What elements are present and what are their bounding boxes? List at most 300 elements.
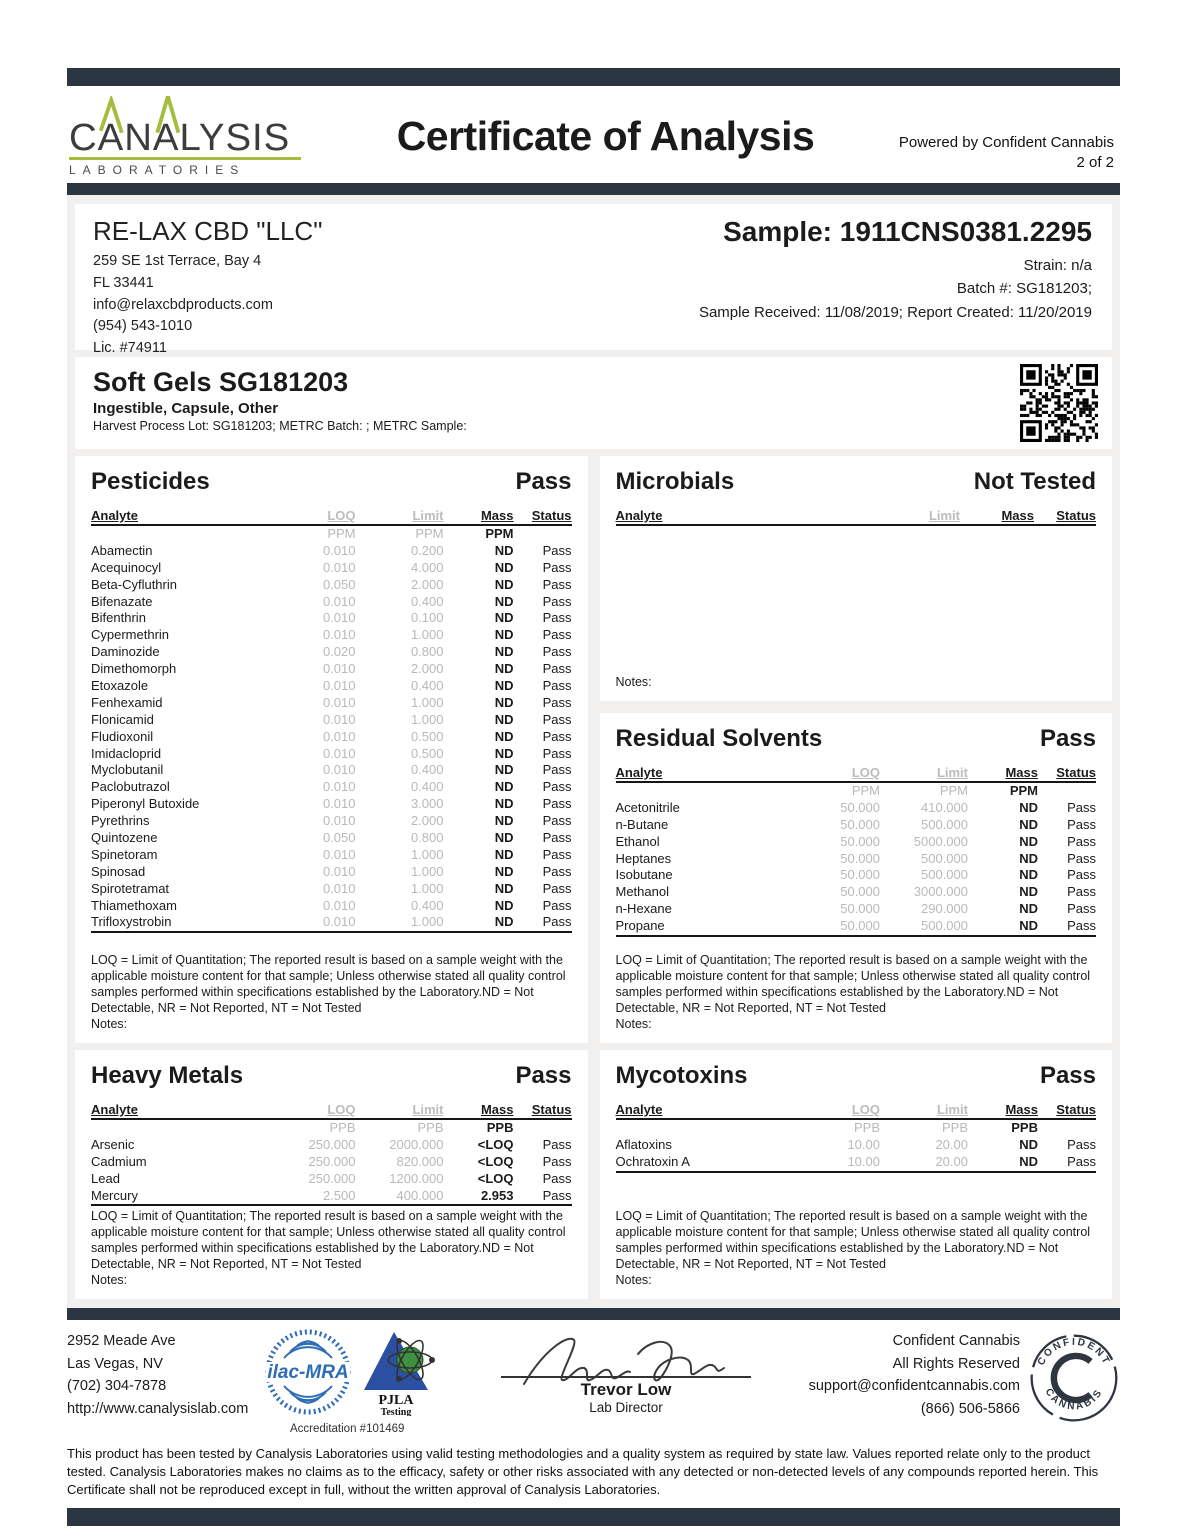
table-cell — [91, 526, 280, 543]
table-cell: ND — [1019, 918, 1038, 934]
table-cell: ND — [494, 559, 514, 575]
column-header: Analyte — [91, 1102, 138, 1117]
table-cell: <LOQ — [477, 1136, 514, 1152]
cc-logo-top-text: CONFIDENT — [1035, 1337, 1113, 1368]
ilac-mra-icon — [262, 1328, 354, 1416]
table-cell: 2.500 — [322, 1187, 356, 1203]
table-row — [616, 817, 1097, 834]
table-row — [91, 830, 572, 847]
table-row — [91, 864, 572, 881]
table-cell: 500.000 — [921, 850, 968, 866]
table-cell: PPM — [485, 526, 514, 541]
table-cell — [514, 1120, 572, 1137]
lab-address-line: Las Vegas, NV — [67, 1355, 163, 1372]
table-cell: Pass — [542, 644, 572, 660]
table-cell: 0.020 — [322, 644, 356, 660]
table-cell: Myclobutanil — [91, 762, 164, 778]
table-cell: 0.010 — [322, 711, 356, 727]
table-cell: 2000.000 — [389, 1136, 444, 1152]
pjla-sub-label: Testing — [380, 1407, 412, 1417]
table-cell: 50.000 — [840, 918, 880, 934]
table-cell: ND — [494, 728, 514, 744]
table-cell: 1.000 — [410, 627, 444, 643]
loq-footnote: LOQ = Limit of Quantitation; The reported result is based on a sample weight with the applicable moisture content for that sample; Unless otherwise stated all quality control samples performed within specifications established by the Laboratory.ND = Not Detectable, NR = Not Reported, NT = Not Tested — [615, 953, 1091, 1015]
table-cell: 10.00 — [847, 1153, 880, 1169]
column-header: Mass — [1005, 1102, 1038, 1117]
table-cell: Pass — [542, 610, 572, 626]
sample-batch: Batch #: SG181203; — [956, 280, 1092, 298]
table-cell: 250.000 — [308, 1170, 356, 1186]
table-row — [616, 800, 1097, 817]
table-cell: ND — [494, 610, 514, 626]
table-cell: ND — [494, 593, 514, 609]
table-cell: PPB — [486, 1120, 514, 1135]
table-cell: Cadmium — [91, 1153, 147, 1169]
table-cell: 250.000 — [308, 1153, 356, 1169]
table-cell: 0.010 — [322, 813, 356, 829]
table-cell: 50.000 — [840, 833, 880, 849]
table-row — [91, 543, 572, 560]
lab-website: http://www.canalysislab.com — [67, 1400, 249, 1417]
status-badge: Not Tested — [973, 468, 1096, 495]
table-cell: 290.000 — [921, 901, 968, 917]
column-header: LOQ — [327, 508, 356, 523]
table-cell: 0.010 — [322, 661, 356, 677]
report-body — [67, 195, 1120, 1308]
client-license: Lic. #74911 — [93, 340, 167, 356]
table-row — [91, 1154, 572, 1171]
cc-rights: All Rights Reserved — [892, 1355, 1020, 1372]
column-header: Limit — [928, 508, 960, 523]
table-cell: 50.000 — [840, 816, 880, 832]
cc-logo-bottom-text: CANNABIS — [1042, 1387, 1106, 1413]
table-row — [91, 1171, 572, 1188]
table-row — [91, 644, 572, 661]
cc-company: Confident Cannabis — [892, 1333, 1020, 1350]
table-cell: n-Butane — [615, 816, 669, 832]
accreditation-logos — [262, 1328, 477, 1435]
table-cell: ND — [494, 678, 514, 694]
notes-label: Notes: — [615, 1273, 652, 1288]
sample-strain: Strain: n/a — [1023, 257, 1092, 274]
units-row — [616, 783, 1097, 800]
table-row — [616, 851, 1097, 868]
sample-dates: Sample Received: 11/08/2019; Report Created: 11/20/2019 — [698, 303, 1092, 321]
product-subtitle: Ingestible, Capsule, Other — [93, 400, 279, 417]
table-row — [616, 901, 1097, 918]
table-cell: PPM — [327, 526, 356, 541]
table-cell: Beta-Cyfluthrin — [91, 576, 177, 592]
client-name: RE-LAX CBD "LLC" — [93, 216, 323, 246]
table-cell: Pyrethrins — [91, 813, 150, 829]
table-cell: Dimethomorph — [91, 661, 177, 677]
notes-label: Notes: — [615, 675, 652, 689]
table-cell: 0.010 — [322, 593, 356, 609]
client-email: info@relaxcbdproducts.com — [93, 296, 273, 313]
table-cell: PPB — [417, 1120, 444, 1135]
table-cell: PPB — [329, 1120, 356, 1135]
table-cell: 0.010 — [322, 779, 356, 795]
table-cell: ND — [494, 644, 514, 660]
table-cell: 50.000 — [840, 867, 880, 883]
units-row — [91, 1120, 572, 1137]
column-header: Limit — [412, 508, 444, 523]
right-column — [600, 456, 1113, 1043]
table-cell: Pass — [542, 694, 572, 710]
table-cell: 50.000 — [840, 884, 880, 900]
accreditation-number: Accreditation #101469 — [290, 1423, 405, 1436]
table-cell: 1.000 — [410, 694, 444, 710]
table-cell: Imidacloprid — [91, 745, 162, 761]
table-cell: 0.400 — [410, 779, 444, 795]
table-header — [616, 765, 1097, 783]
column-header: Analyte — [615, 1102, 663, 1117]
table-row — [91, 796, 572, 813]
table-cell: Pass — [542, 762, 572, 778]
status-badge: Pass — [1039, 1062, 1096, 1089]
table-cell: 10.00 — [847, 1136, 880, 1152]
document-header — [67, 86, 1120, 183]
table-cell: PPM — [851, 783, 880, 798]
client-address-line: 259 SE 1st Terrace, Bay 4 — [93, 253, 262, 269]
table-cell: 2.953 — [480, 1187, 514, 1203]
table-cell: ND — [494, 576, 514, 592]
table-cell: Abamectin — [91, 542, 153, 558]
table-cell: Spinetoram — [91, 846, 158, 862]
table-cell: ND — [1019, 867, 1038, 883]
ilac-mra-label: ilac-MRA — [267, 1362, 349, 1384]
table-cell: 2.000 — [410, 661, 444, 677]
results-row-1 — [75, 456, 1112, 1043]
page-title: Certificate of Analysis — [396, 113, 815, 159]
table-cell: 410.000 — [921, 799, 968, 815]
confident-cannabis-contact — [775, 1328, 1020, 1420]
client-phone: (954) 543-1010 — [93, 318, 193, 335]
table-cell: Pass — [542, 1153, 572, 1169]
table-cell: 50.000 — [840, 850, 880, 866]
table-cell: Paclobutrazol — [91, 779, 170, 795]
table-cell: Spinosad — [91, 863, 146, 879]
table-cell: Pass — [542, 661, 572, 677]
table-cell: Pass — [542, 711, 572, 727]
table-cell: Trifloxystrobin — [91, 914, 172, 930]
table-cell: Pass — [542, 559, 572, 575]
loq-footnote: LOQ = Limit of Quantitation; The reported result is based on a sample weight with the applicable moisture content for that sample; Unless otherwise stated all quality control samples performed within specifications established by the Laboratory.ND = Not Detectable, NR = Not Reported, NT = Not Tested — [91, 953, 566, 1015]
table-cell: 0.010 — [322, 863, 356, 879]
table-cell: Thiamethoxam — [91, 897, 177, 913]
column-header: Limit — [412, 1102, 444, 1117]
table-row — [91, 560, 572, 577]
table-cell: Aflatoxins — [615, 1136, 672, 1152]
table-cell: Methanol — [615, 884, 669, 900]
table-cell: 5000.000 — [913, 833, 968, 849]
column-header: Status — [1056, 1102, 1096, 1117]
table-cell: ND — [1019, 1153, 1038, 1169]
table-cell: Pass — [542, 627, 572, 643]
table-row — [91, 779, 572, 796]
table-body — [91, 1137, 572, 1207]
table-body — [616, 800, 1097, 937]
table-cell: ND — [494, 762, 514, 778]
table-cell: Bifenazate — [91, 593, 153, 609]
units-row — [616, 1120, 1097, 1137]
signature-block — [477, 1328, 775, 1415]
microbials-section — [600, 456, 1113, 701]
table-cell: ND — [494, 779, 514, 795]
table-cell: 20.00 — [935, 1136, 968, 1152]
table-cell: Pass — [1067, 1153, 1096, 1169]
table-row — [91, 577, 572, 594]
table-cell: ND — [494, 711, 514, 727]
pjla-label: PJLA — [378, 1393, 414, 1409]
table-cell: Pass — [542, 1170, 572, 1186]
table-cell: 0.010 — [322, 559, 356, 575]
table-cell: 0.500 — [410, 745, 444, 761]
svg-text:CANALYSIS: CANALYSIS — [69, 116, 291, 156]
confident-cannabis-icon — [1028, 1332, 1120, 1424]
confident-cannabis-logo — [1020, 1328, 1120, 1424]
product-title: Soft Gels SG181203 — [93, 367, 349, 397]
table-row — [91, 729, 572, 746]
table-cell: Pass — [542, 678, 572, 694]
table-cell: Pass — [542, 846, 572, 862]
table-cell: 4.000 — [410, 559, 444, 575]
results-row-2 — [75, 1050, 1112, 1299]
table-cell: ND — [1019, 901, 1038, 917]
table-cell: Pass — [542, 576, 572, 592]
table-cell: 400.000 — [396, 1187, 444, 1203]
table-cell: Pass — [1067, 918, 1096, 934]
table-cell: 0.010 — [322, 796, 356, 812]
table-cell: 0.400 — [410, 678, 444, 694]
client-block — [93, 216, 323, 356]
qr-code-icon — [1020, 364, 1098, 442]
table-cell: Flonicamid — [91, 711, 154, 727]
table-cell: 0.010 — [322, 897, 356, 913]
table-cell: Pass — [542, 1136, 572, 1152]
table-cell: ND — [1019, 799, 1038, 815]
table-cell: 20.00 — [935, 1153, 968, 1169]
table-cell: ND — [1019, 884, 1038, 900]
table-row — [91, 594, 572, 611]
table-cell: Propane — [615, 918, 665, 934]
column-header: Status — [531, 1102, 572, 1117]
table-row — [91, 1188, 572, 1205]
table-cell: ND — [1019, 1136, 1038, 1152]
canalysis-logo — [69, 96, 319, 177]
column-header: Status — [1056, 508, 1096, 523]
table-cell: 0.010 — [322, 610, 356, 626]
table-cell: 0.010 — [322, 914, 356, 930]
table-cell: 0.050 — [322, 576, 356, 592]
table-cell: 500.000 — [921, 867, 968, 883]
table-cell: ND — [494, 880, 514, 896]
table-cell: Pass — [1067, 884, 1096, 900]
table-cell: Pass — [1067, 799, 1096, 815]
table-cell: 2.000 — [410, 813, 444, 829]
notes-label: Notes: — [91, 1017, 128, 1031]
signature-line — [501, 1376, 751, 1378]
table-cell: Pass — [542, 813, 572, 829]
table-cell: ND — [1019, 850, 1038, 866]
mycotoxins-section — [600, 1050, 1113, 1299]
table-cell: 1.000 — [410, 846, 444, 862]
top-divider-bar — [67, 68, 1120, 86]
table-cell: 0.010 — [322, 745, 356, 761]
table-cell: 1.000 — [410, 914, 444, 930]
pesticides-section — [75, 456, 588, 1043]
table-cell: 0.200 — [410, 542, 444, 558]
column-header: LOQ — [851, 765, 880, 780]
loq-footnote: LOQ = Limit of Quantitation; The reported result is based on a sample weight with the applicable moisture content for that sample; Unless otherwise stated all quality control samples performed within specifications established by the Laboratory.ND = Not Detectable, NR = Not Reported, NT = Not Tested — [91, 1209, 566, 1272]
table-cell — [616, 783, 805, 800]
table-cell: 0.010 — [322, 846, 356, 862]
table-cell: Pass — [542, 728, 572, 744]
table-cell: 500.000 — [921, 918, 968, 934]
table-row — [616, 834, 1097, 851]
table-cell: 0.010 — [322, 627, 356, 643]
table-cell — [1038, 1120, 1096, 1137]
table-cell: 0.500 — [410, 728, 444, 744]
table-header — [91, 508, 572, 526]
table-cell: ND — [494, 661, 514, 677]
table-cell: Cypermethrin — [91, 627, 170, 643]
product-card — [75, 357, 1112, 449]
footer — [67, 1320, 1120, 1435]
canalysis-logo-icon — [69, 96, 309, 156]
table-cell: Pass — [542, 830, 572, 846]
table-cell: Etoxazole — [91, 678, 149, 694]
status-badge: Pass — [515, 1062, 572, 1089]
table-cell: Pass — [542, 914, 572, 930]
table-cell: Pass — [542, 593, 572, 609]
table-header — [91, 1102, 572, 1120]
column-header: Status — [531, 508, 572, 523]
table-cell: ND — [494, 813, 514, 829]
table-cell: Pass — [542, 796, 572, 812]
table-cell: Pass — [542, 1187, 572, 1203]
table-cell: PPB — [1011, 1120, 1038, 1135]
table-row — [91, 813, 572, 830]
table-cell: ND — [494, 830, 514, 846]
lab-address-block — [67, 1328, 262, 1420]
table-cell: <LOQ — [477, 1170, 514, 1186]
table-header — [616, 508, 1097, 526]
table-cell — [514, 526, 572, 543]
table-cell — [616, 1120, 805, 1137]
table-cell: Quintozene — [91, 830, 158, 846]
column-header: Mass — [1001, 508, 1034, 523]
table-cell: Fludioxonil — [91, 728, 154, 744]
table-row — [91, 1120, 572, 1137]
table-row — [616, 884, 1097, 901]
table-cell: 50.000 — [840, 799, 880, 815]
table-cell: n-Hexane — [615, 901, 672, 917]
table-cell: Pass — [542, 542, 572, 558]
table-cell: Pass — [1067, 1136, 1096, 1152]
logo-subtitle: LABORATORIES — [69, 157, 301, 177]
table-cell: 0.010 — [322, 728, 356, 744]
table-cell: ND — [494, 745, 514, 761]
legal-disclaimer: This product has been tested by Canalysis Laboratories using valid testing methodologies and a quality system as required by state law. Values reported relate only to the product tested. Canalysis Laboratories makes no claims as to the efficacy, safety or other risks associated with any detected or non-detected levels of any compounds reported herein. This Certificate shall not be reproduced except in full, without the written approval of Canalysis Laboratories. — [67, 1446, 1099, 1497]
table-cell: Mercury — [91, 1187, 138, 1203]
signer-name: Trevor Low — [580, 1380, 672, 1400]
column-header: Mass — [480, 1102, 514, 1117]
table-row — [91, 746, 572, 763]
table-row — [91, 898, 572, 915]
table-cell: 0.050 — [322, 830, 356, 846]
table-cell: ND — [494, 796, 514, 812]
column-header: LOQ — [327, 1102, 356, 1117]
table-cell — [91, 1120, 280, 1137]
table-row — [91, 678, 572, 695]
table-cell: 3000.000 — [913, 884, 968, 900]
table-cell: ND — [494, 627, 514, 643]
table-row — [91, 914, 572, 931]
cc-email: support@confidentcannabis.com — [808, 1378, 1020, 1395]
footer-divider-bar — [67, 1308, 1120, 1320]
table-cell: 0.400 — [410, 593, 444, 609]
column-header: Status — [1056, 765, 1096, 780]
table-cell: 820.000 — [396, 1153, 444, 1169]
table-row — [91, 610, 572, 627]
table-cell: ND — [494, 914, 514, 930]
table-cell: ND — [494, 863, 514, 879]
table-cell: Pass — [542, 897, 572, 913]
table-cell: 0.400 — [410, 897, 444, 913]
units-row — [91, 526, 572, 543]
table-cell: 0.800 — [410, 644, 444, 660]
section-title: Pesticides — [91, 468, 210, 495]
table-cell: PPB — [941, 1120, 968, 1135]
table-cell: PPM — [1009, 783, 1038, 798]
table-cell: ND — [494, 897, 514, 913]
table-cell: 0.010 — [322, 880, 356, 896]
table-cell: Pass — [542, 745, 572, 761]
table-cell: <LOQ — [477, 1153, 514, 1169]
residual-solvents-section — [600, 713, 1113, 1043]
table-cell: 500.000 — [921, 816, 968, 832]
table-cell: PPB — [853, 1120, 880, 1135]
product-meta: Harvest Process Lot: SG181203; METRC Batch: ; METRC Sample: — [93, 419, 467, 433]
status-badge: Pass — [515, 468, 572, 495]
column-header: Mass — [1005, 765, 1038, 780]
sample-id: Sample: 1911CNS0381.2295 — [723, 216, 1092, 247]
table-cell: 1.000 — [410, 863, 444, 879]
table-cell: Pass — [1067, 833, 1096, 849]
table-cell: ND — [494, 694, 514, 710]
table-cell: 0.010 — [322, 694, 356, 710]
lab-address-line: 2952 Meade Ave — [67, 1333, 176, 1350]
signer-title: Lab Director — [589, 1400, 663, 1416]
table-cell: Daminozide — [91, 644, 160, 660]
section-title: Residual Solvents — [615, 725, 823, 752]
table-cell: Pass — [1067, 901, 1096, 917]
table-row — [616, 1120, 1097, 1137]
table-cell: Ethanol — [615, 833, 660, 849]
table-cell: Lead — [91, 1170, 120, 1186]
table-cell: Pass — [542, 880, 572, 896]
client-sample-card — [75, 204, 1112, 356]
table-row — [91, 695, 572, 712]
page-number: 2 of 2 — [1076, 153, 1114, 171]
header-divider-bar — [67, 183, 1120, 195]
table-row — [616, 783, 1097, 800]
column-header: Mass — [480, 508, 514, 523]
powered-by-block — [882, 133, 1114, 178]
table-row — [91, 526, 572, 543]
table-cell: Ochratoxin A — [615, 1153, 690, 1169]
